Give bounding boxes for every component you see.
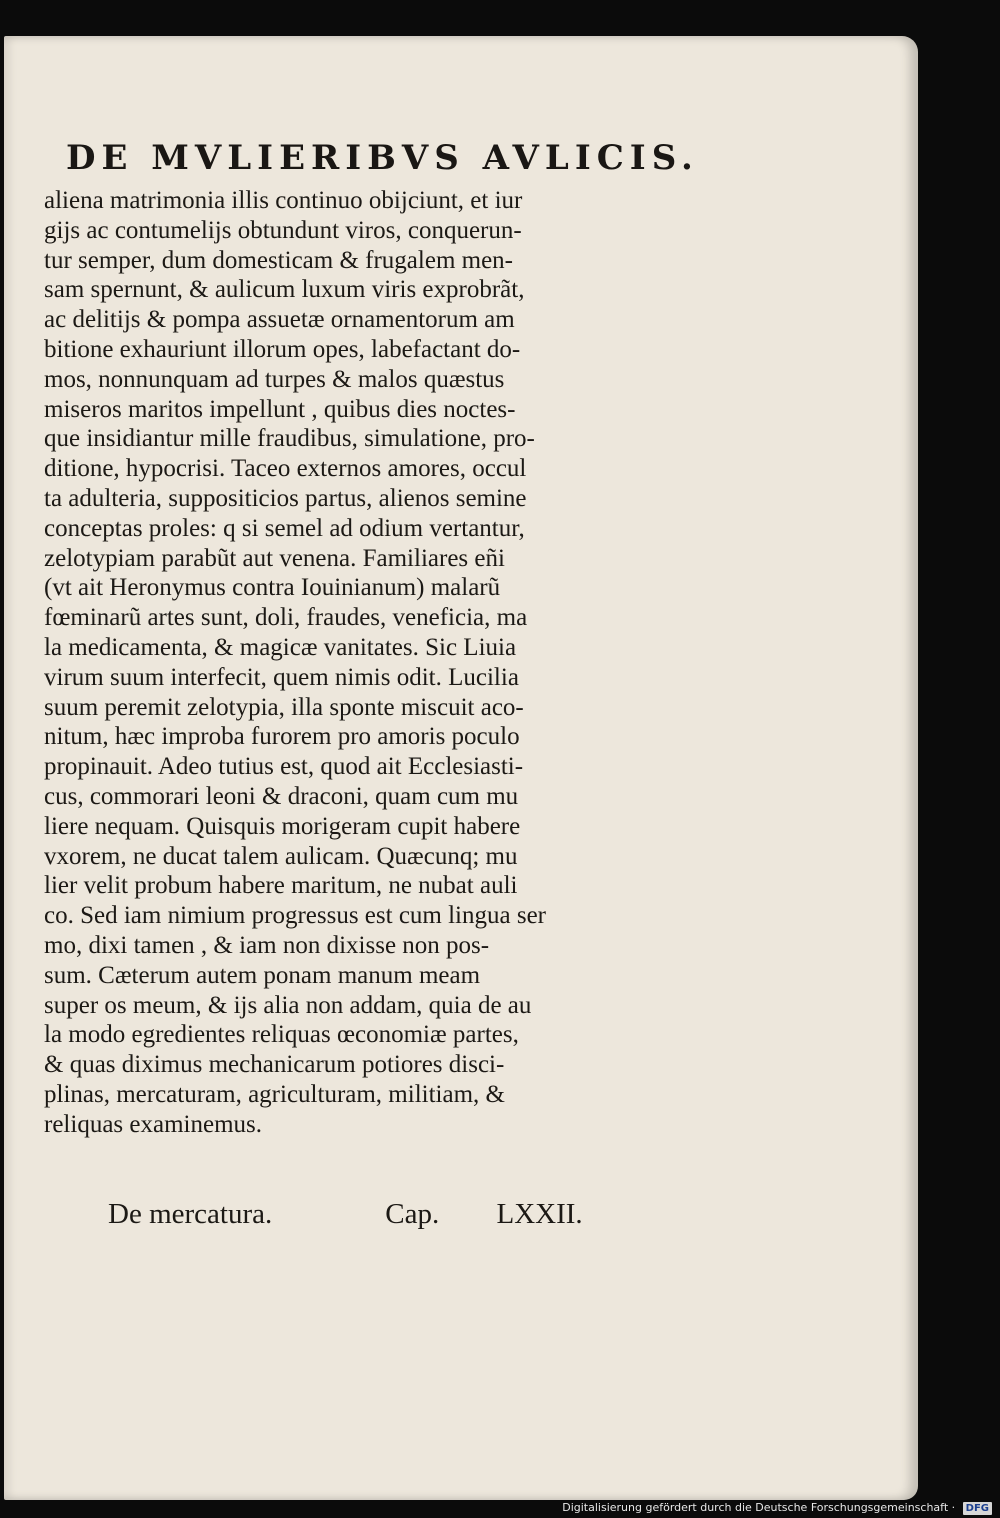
text-line: ditione, hypocrisi. Taceo externos amores, occul — [44, 455, 527, 483]
text-line: la medicamenta, & magicæ vanitates. Sic Liuia — [44, 633, 517, 661]
text-line: (vt ait Heronymus contra Iouinianum) malarũ — [44, 574, 501, 602]
dfg-logo-icon: DFG — [963, 1502, 992, 1515]
text-line: conceptas proles: q si semel ad odium vertantur, — [44, 514, 525, 542]
text-line: sam spernunt, & aulicum luxum viris exprobrãt, — [44, 276, 525, 304]
text-line: virum suum interfecit, quem nimis odit. Lucilia — [44, 663, 519, 691]
text-line: nitum, hæc improba furorem pro amoris poculo — [44, 723, 520, 751]
text-line: fœminarũ artes sunt, doli, fraudes, veneficia, ma — [44, 604, 528, 632]
text-line: suum peremit zelotypia, illa sponte miscuit aco- — [44, 693, 524, 721]
body-text — [44, 186, 704, 1140]
text-line: reliquas examinemus. — [44, 1110, 262, 1138]
text-line: bitione exhauriunt illorum opes, labefactant do- — [44, 335, 521, 363]
text-line: gijs ac contumelijs obtundunt viros, conquerun- — [44, 216, 522, 244]
text-line: tur semper, dum domesticam & frugalem men- — [44, 246, 514, 274]
book-page — [4, 36, 918, 1500]
text-line: plinas, mercaturam, agriculturam, militiam, & — [44, 1080, 505, 1108]
text-line: lier velit probum habere maritum, ne nubat auli — [44, 872, 518, 900]
text-line: co. Sed iam nimium progressus est cum lingua ser — [44, 902, 547, 930]
text-line: ac delitijs & pompa assuetæ ornamentorum am — [44, 306, 515, 334]
text-line: vxorem, ne ducat talem aulicam. Quæcunq; mu — [44, 842, 518, 870]
text-line: miseros maritos impellunt , quibus dies noctes- — [44, 395, 516, 423]
digitization-credit — [562, 1500, 992, 1516]
text-line: zelotypiam parabũt aut venena. Familiares eñi — [44, 544, 505, 572]
text-line: mos, nonnunquam ad turpes & malos quæstus — [44, 365, 505, 393]
chapter-cap-label: Cap. — [385, 1198, 440, 1230]
text-line: sum. Cæterum autem ponam manum meam — [44, 961, 481, 989]
text-line: que insidiantur mille fraudibus, simulatione, pro- — [44, 425, 535, 453]
running-head: DE MVLIERIBVS AVLICIS. — [66, 138, 699, 178]
text-line: super os meum, & ijs alia non addam, quia de au — [44, 991, 532, 1019]
text-line: liere nequam. Quisquis morigeram cupit habere — [44, 812, 521, 840]
text-line: ta adulteria, suppositicios partus, alienos semine — [44, 484, 527, 512]
chapter-title: De mercatura. — [108, 1198, 273, 1230]
text-line: propinauit. Adeo tutius est, quod ait Ecclesiasti- — [44, 753, 524, 781]
credit-text: Digitalisierung gefördert durch die Deutsche Forschungsgemeinschaft · — [562, 1501, 956, 1514]
text-line: & quas diximus mechanicarum potiores disci- — [44, 1051, 505, 1079]
chapter-heading — [108, 1198, 608, 1231]
text-line: aliena matrimonia illis continuo obijciunt, et iur — [44, 187, 523, 214]
text-line: mo, dixi tamen , & iam non dixisse non pos- — [44, 931, 490, 959]
chapter-number: LXXII. — [496, 1198, 583, 1230]
text-line: cus, commorari leoni & draconi, quam cum mu — [44, 782, 519, 810]
text-line: la modo egredientes reliquas œconomiæ partes, — [44, 1021, 519, 1049]
